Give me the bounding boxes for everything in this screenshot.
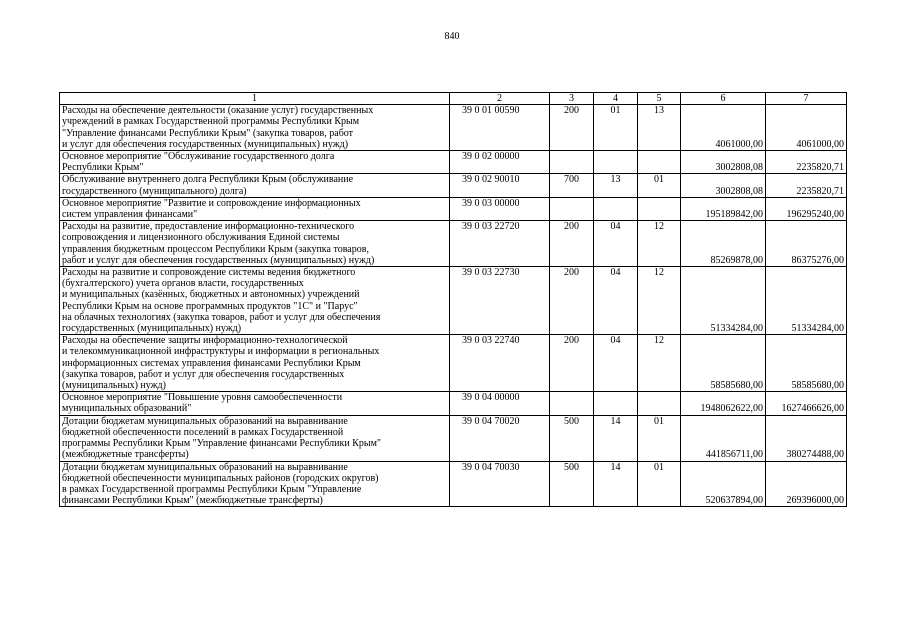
subsection-cell: 01 bbox=[638, 174, 681, 197]
expense-name-cell bbox=[60, 174, 450, 197]
expense-name-cell bbox=[60, 151, 450, 174]
header-row bbox=[60, 93, 847, 105]
amount-year1-cell: 3002808,08 bbox=[681, 174, 766, 197]
table-row bbox=[60, 415, 847, 461]
target-article-code-cell: 39 0 03 00000 bbox=[450, 197, 550, 220]
expense-type-cell: 700 bbox=[550, 174, 594, 197]
section-cell: 04 bbox=[594, 335, 638, 392]
expense-name-line: программы Республики Крым "Управление финансами Республики Крым" bbox=[62, 438, 381, 450]
expense-name-line: Основное мероприятие "Обслуживание государственного долга bbox=[62, 151, 335, 163]
amount-year2-cell: 269396000,00 bbox=[766, 461, 847, 507]
expense-type-cell: 500 bbox=[550, 461, 594, 507]
expense-name-line: муниципальных образований" bbox=[62, 403, 192, 415]
target-article-code-cell: 39 0 04 00000 bbox=[450, 392, 550, 415]
expense-name-line: бюджетной обеспеченности поселений в рамках Государственной bbox=[62, 426, 344, 438]
expense-name-line: Обслуживание внутреннего долга Республики Крым (обслуживание bbox=[62, 174, 354, 186]
amount-year2-cell: 380274488,00 bbox=[766, 415, 847, 461]
table-row bbox=[60, 174, 847, 197]
expense-type-cell: 500 bbox=[550, 415, 594, 461]
table-body bbox=[60, 105, 847, 507]
expense-name-cell bbox=[60, 267, 450, 335]
target-article-code-cell: 39 0 04 70020 bbox=[450, 415, 550, 461]
amount-year2-cell: 2235820,71 bbox=[766, 174, 847, 197]
expense-name-line: Республики Крым на основе программных продуктов "1С" и "Парус" bbox=[62, 300, 358, 312]
subsection-cell: 01 bbox=[638, 461, 681, 507]
amount-year2-cell: 1627466626,00 bbox=[766, 392, 847, 415]
table-row bbox=[60, 151, 847, 174]
header-col-4: 4 bbox=[594, 93, 638, 105]
table-row bbox=[60, 221, 847, 267]
page-number: 840 bbox=[444, 31, 460, 42]
section-cell: 13 bbox=[594, 174, 638, 197]
subsection-cell: 12 bbox=[638, 335, 681, 392]
expense-name-cell bbox=[60, 461, 450, 507]
expense-name-line: на облачных технологиях (закупка товаров, работ и услуг для обеспечения bbox=[62, 311, 381, 323]
expense-name-line: систем управления финансами" bbox=[62, 209, 198, 221]
expense-name-line: в рамках Государственной программы Республики Крым "Управление bbox=[62, 483, 362, 495]
amount-year1-cell: 441856711,00 bbox=[681, 415, 766, 461]
amount-year2-cell: 2235820,71 bbox=[766, 151, 847, 174]
amount-year1-cell: 58585680,00 bbox=[681, 335, 766, 392]
expense-name-line: Дотации бюджетам муниципальных образований на выравнивание bbox=[62, 461, 348, 473]
subsection-cell: 13 bbox=[638, 105, 681, 151]
amount-year1-cell: 195189842,00 bbox=[681, 197, 766, 220]
amount-year1-cell: 4061000,00 bbox=[681, 105, 766, 151]
expense-name-line: Расходы на обеспечение деятельности (оказание услуг) государственных bbox=[62, 105, 374, 117]
target-article-code-cell: 39 0 02 90010 bbox=[450, 174, 550, 197]
subsection-cell bbox=[638, 197, 681, 220]
target-article-code-cell: 39 0 04 70030 bbox=[450, 461, 550, 507]
header-col-6: 6 bbox=[681, 93, 766, 105]
expense-name-line: бюджетной обеспеченности муниципальных районов (городских округов) bbox=[62, 472, 379, 484]
section-cell bbox=[594, 392, 638, 415]
expense-name-line: сопровождения и лицензионного обслуживания Единой системы bbox=[62, 232, 340, 244]
expense-name-cell bbox=[60, 105, 450, 151]
section-cell: 01 bbox=[594, 105, 638, 151]
expense-type-cell: 200 bbox=[550, 105, 594, 151]
expense-name-cell bbox=[60, 221, 450, 267]
expense-name-cell bbox=[60, 197, 450, 220]
section-cell: 04 bbox=[594, 267, 638, 335]
amount-year1-cell: 1948062622,00 bbox=[681, 392, 766, 415]
expense-name-line: государственного (муниципального) долга) bbox=[62, 185, 247, 197]
table-row bbox=[60, 105, 847, 151]
header-col-3: 3 bbox=[550, 93, 594, 105]
target-article-code-cell: 39 0 03 22720 bbox=[450, 221, 550, 267]
expense-name-line: Расходы на развитие, предоставление информационно-технического bbox=[62, 221, 355, 233]
expense-name-cell bbox=[60, 415, 450, 461]
amount-year1-cell: 51334284,00 bbox=[681, 267, 766, 335]
target-article-code-cell: 39 0 01 00590 bbox=[450, 105, 550, 151]
section-cell bbox=[594, 151, 638, 174]
section-cell: 04 bbox=[594, 221, 638, 267]
amount-year2-cell: 196295240,00 bbox=[766, 197, 847, 220]
amount-year2-cell: 58585680,00 bbox=[766, 335, 847, 392]
target-article-code-cell: 39 0 02 00000 bbox=[450, 151, 550, 174]
header-col-2: 2 bbox=[450, 93, 550, 105]
amount-year2-cell: 51334284,00 bbox=[766, 267, 847, 335]
amount-year2-cell: 4061000,00 bbox=[766, 105, 847, 151]
subsection-cell: 01 bbox=[638, 415, 681, 461]
section-cell bbox=[594, 197, 638, 220]
expense-name-line: Основное мероприятие "Развитие и сопровождение информационных bbox=[62, 197, 361, 209]
amount-year1-cell: 3002808,08 bbox=[681, 151, 766, 174]
header-col-1: 1 bbox=[60, 93, 450, 105]
subsection-cell: 12 bbox=[638, 267, 681, 335]
table-row bbox=[60, 461, 847, 507]
budget-table bbox=[59, 92, 847, 507]
expense-name-line: и телекоммуникационной инфраструктуры и информации в региональных bbox=[62, 346, 380, 358]
target-article-code-cell: 39 0 03 22740 bbox=[450, 335, 550, 392]
section-cell: 14 bbox=[594, 461, 638, 507]
expense-name-cell bbox=[60, 335, 450, 392]
expense-name-line: учреждений в рамках Государственной программы Республики Крым bbox=[62, 116, 360, 128]
expense-name-line: государственных (муниципальных) нужд) bbox=[62, 323, 242, 335]
expense-name-line: и услуг для обеспечения государственных (муниципальных) нужд) bbox=[62, 138, 349, 150]
target-article-code-cell: 39 0 03 22730 bbox=[450, 267, 550, 335]
expense-name-line: "Управление финансами Республики Крым" (закупка товаров, работ bbox=[62, 127, 354, 139]
expense-name-line: работ и услуг для обеспечения государственных (муниципальных) нужд) bbox=[62, 254, 375, 266]
expense-type-cell: 200 bbox=[550, 267, 594, 335]
amount-year1-cell: 520637894,00 bbox=[681, 461, 766, 507]
expense-name-cell bbox=[60, 392, 450, 415]
expense-name-line: Расходы на обеспечение защиты информационно-технологической bbox=[62, 335, 348, 347]
expense-name-line: (межбюджетные трансферты) bbox=[62, 449, 189, 461]
amount-year1-cell: 85269878,00 bbox=[681, 221, 766, 267]
expense-name-line: Расходы на развитие и сопровождение системы ведения бюджетного bbox=[62, 267, 356, 279]
subsection-cell bbox=[638, 392, 681, 415]
table-row bbox=[60, 197, 847, 220]
subsection-cell: 12 bbox=[638, 221, 681, 267]
expense-name-line: (муниципальных) нужд) bbox=[62, 380, 166, 392]
table-row bbox=[60, 392, 847, 415]
table-row bbox=[60, 335, 847, 392]
expense-name-line: информационных системах управления финансами Республики Крым bbox=[62, 357, 361, 369]
expense-name-line: и муниципальных (казённых, бюджетных и автономных) учреждений bbox=[62, 289, 360, 301]
expense-type-cell bbox=[550, 197, 594, 220]
section-cell: 14 bbox=[594, 415, 638, 461]
expense-name-line: Республики Крым" bbox=[62, 162, 144, 174]
header-col-7: 7 bbox=[766, 93, 847, 105]
table-row bbox=[60, 267, 847, 335]
expense-type-cell bbox=[550, 392, 594, 415]
subsection-cell bbox=[638, 151, 681, 174]
expense-name-line: Основное мероприятие "Повышение уровня самообеспеченности bbox=[62, 392, 343, 404]
expense-name-line: (бухгалтерского) учета органов власти, государственных bbox=[62, 278, 304, 290]
expense-name-line: Дотации бюджетам муниципальных образований на выравнивание bbox=[62, 415, 348, 427]
expense-type-cell: 200 bbox=[550, 335, 594, 392]
expense-type-cell: 200 bbox=[550, 221, 594, 267]
header-col-5: 5 bbox=[638, 93, 681, 105]
expense-name-line: управления бюджетным процессом Республики Крым (закупка товаров, bbox=[62, 243, 369, 255]
amount-year2-cell: 86375276,00 bbox=[766, 221, 847, 267]
expense-type-cell bbox=[550, 151, 594, 174]
expense-name-line: (закупка товаров, работ и услуг для обеспечения государственных bbox=[62, 368, 345, 380]
expense-name-line: финансами Республики Крым" (межбюджетные трансферты) bbox=[62, 495, 323, 507]
